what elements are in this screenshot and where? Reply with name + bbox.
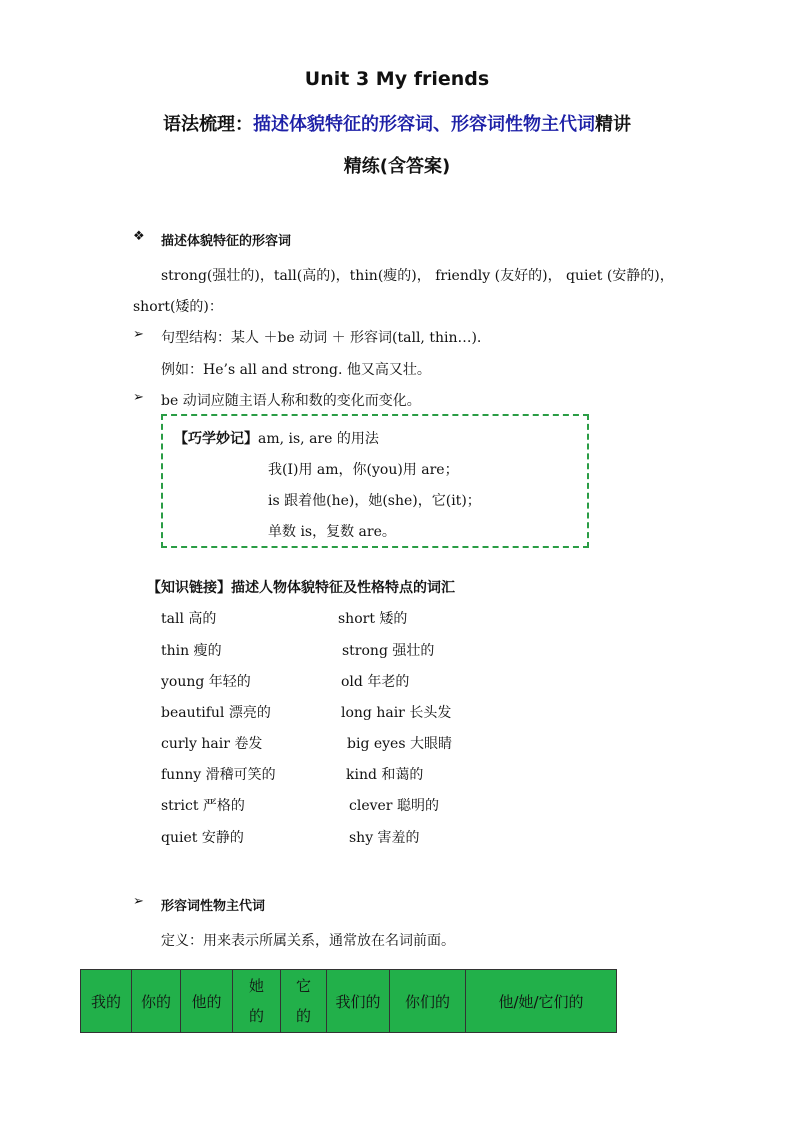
vocab-item: big eyes 大眼睛 bbox=[347, 736, 452, 752]
tip-line-2: is 跟着他(he)，她(she)，它(it)； bbox=[268, 493, 481, 509]
subtitle-suffix: 精讲 bbox=[595, 114, 631, 135]
vocab-item: kind 和蔼的 bbox=[346, 767, 424, 783]
tip-box-title bbox=[174, 428, 379, 448]
tip-box-label-rest: am, is, are 的用法 bbox=[258, 431, 379, 447]
table-cell: 你的 bbox=[132, 970, 181, 1033]
example-sentence: 例如：He’s all and strong. 他又高又壮。 bbox=[161, 362, 431, 378]
cell-top-text: 她 bbox=[248, 977, 264, 995]
vocab-item: strong 强壮的 bbox=[342, 643, 435, 659]
vocab-item: quiet 安静的 bbox=[161, 830, 244, 846]
be-verb-rule: be 动词应随主语人称和数的变化而变化。 bbox=[161, 393, 421, 409]
vocab-item: young 年轻的 bbox=[161, 674, 251, 690]
tip-box-label: 【巧学妙记】 bbox=[174, 431, 258, 447]
knowledge-heading: 【知识链接】描述人物体貌特征及性格特点的词汇 bbox=[147, 580, 455, 596]
subtitle-topic: 描述体貌特征的形容词、形容词性物主代词 bbox=[253, 114, 595, 135]
vocab-item: thin 瘦的 bbox=[161, 643, 222, 659]
vocab-item: short 矮的 bbox=[338, 611, 408, 627]
section1-intro-line2: short(矮的)： bbox=[133, 299, 223, 315]
arrow-bullet-icon: ➢ bbox=[133, 327, 144, 342]
vocab-item: funny 滑稽可笑的 bbox=[161, 767, 276, 783]
table-cell: 你们的 bbox=[390, 970, 466, 1033]
vocab-item: long hair 长头发 bbox=[341, 705, 452, 721]
table-cell: 他的 bbox=[181, 970, 233, 1033]
cell-bottom-text: 的 bbox=[248, 1007, 264, 1025]
section1-intro-line1: strong(强壮的)，tall(高的)，thin(瘦的)， friendly (友好的)， quiet (安静的)， bbox=[161, 268, 674, 284]
page-title: Unit 3 My friends bbox=[304, 68, 490, 90]
table-cell: 我的 bbox=[81, 970, 132, 1033]
vocab-item: clever 聪明的 bbox=[349, 798, 439, 814]
table-row bbox=[81, 970, 617, 1033]
arrow-bullet-icon: ➢ bbox=[133, 894, 144, 909]
table-cell bbox=[281, 970, 327, 1033]
vocab-item: shy 害羞的 bbox=[349, 830, 420, 846]
table-cell: 我们的 bbox=[327, 970, 390, 1033]
cell-bottom-text: 的 bbox=[295, 1007, 311, 1025]
table-cell bbox=[233, 970, 281, 1033]
table-cell: 他/她/它们的 bbox=[466, 970, 617, 1033]
arrow-bullet-icon: ➢ bbox=[133, 390, 144, 405]
vocab-item: curly hair 卷发 bbox=[161, 736, 263, 752]
diamond-bullet-icon: ❖ bbox=[133, 229, 145, 244]
cell-top-text: 它 bbox=[295, 977, 311, 995]
tip-line-1: 我(I)用 am，你(you)用 are； bbox=[268, 462, 459, 478]
possessive-table bbox=[80, 969, 617, 1033]
definition-text: 定义：用来表示所属关系，通常放在名词前面。 bbox=[161, 933, 455, 949]
page-subtitle bbox=[0, 110, 794, 136]
vocab-item: old 年老的 bbox=[341, 674, 410, 690]
section1-heading: 描述体貌特征的形容词 bbox=[161, 234, 292, 249]
tip-line-3: 单数 is，复数 are。 bbox=[268, 524, 396, 540]
vocab-item: strict 严格的 bbox=[161, 798, 245, 814]
page-subtitle-line2: 精练(含答案) bbox=[343, 156, 451, 177]
vocab-item: beautiful 漂亮的 bbox=[161, 705, 271, 721]
subtitle-prefix: 语法梳理： bbox=[163, 114, 253, 135]
sentence-pattern: 句型结构：某人 ＋be 动词 ＋ 形容词(tall, thin…). bbox=[161, 330, 482, 346]
section2-heading: 形容词性物主代词 bbox=[161, 899, 266, 914]
vocab-item: tall 高的 bbox=[161, 611, 217, 627]
